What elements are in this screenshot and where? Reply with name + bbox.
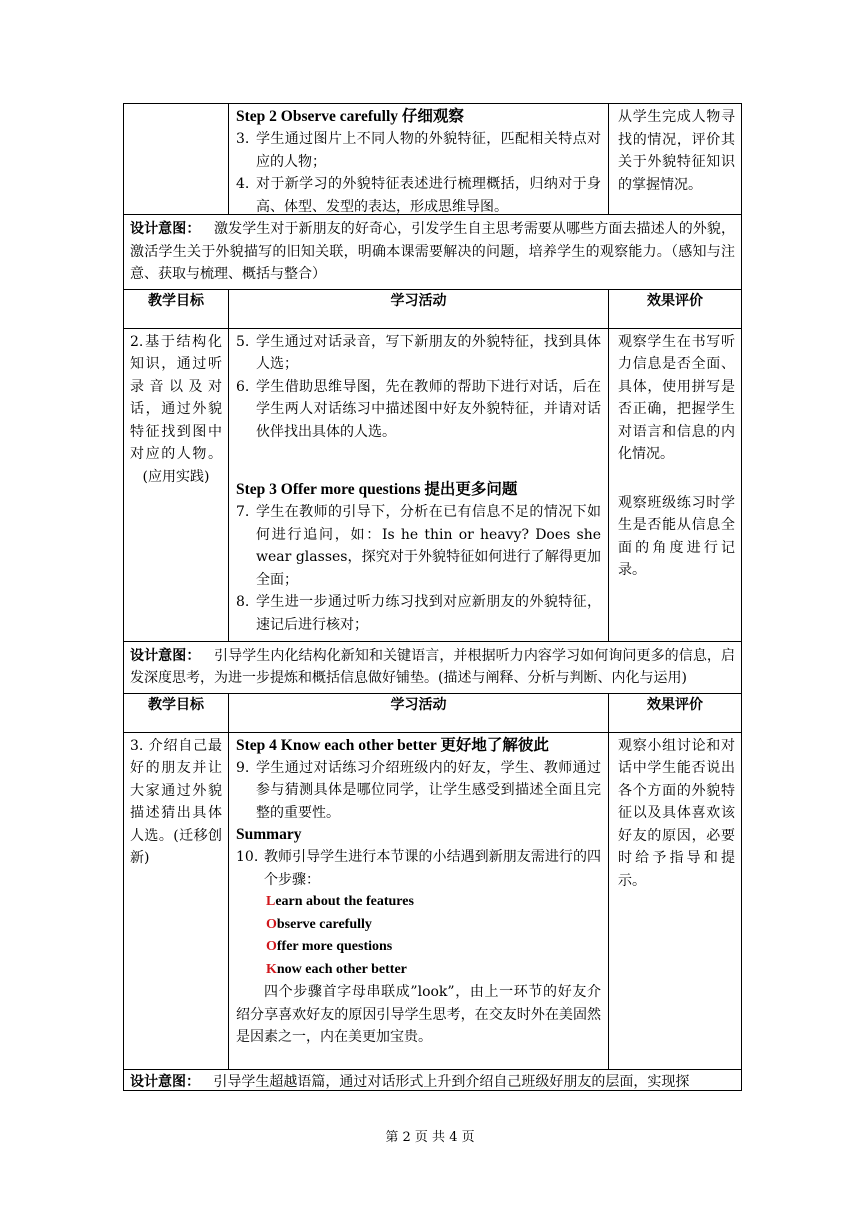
evaluation-cell bbox=[609, 104, 742, 215]
list-item: 4. 对于新学习的外貌特征表述进行梳理概括，归纳对于身高、体型、发型的表达，形成思维导图。 bbox=[236, 176, 601, 215]
activity-cell bbox=[229, 732, 609, 1069]
summary-title: Summary bbox=[236, 826, 302, 843]
table-header-row bbox=[124, 289, 742, 328]
header-evaluation: 效果评价 bbox=[609, 693, 742, 732]
closing-paragraph: 四个步骤首字母串联成”look”，由上一环节的好友介绍分享喜欢好友的原因引导学生思考，在交友时外在美固然是因素之一，内在美更加宝贵。 bbox=[236, 984, 601, 1045]
table-row bbox=[124, 328, 742, 641]
design-intent-text: 激发学生对于新朋友的好奇心，引发学生自主思考需要从哪些方面去描述人的外貌，激活学生关于外貌描写的旧知关联，明确本课需要解决的问题，培养学生的观察能力。（感知与注意、获取与梳理、概括与整合） bbox=[130, 221, 736, 282]
activity-cell bbox=[229, 328, 609, 641]
header-activity: 学习活动 bbox=[229, 289, 609, 328]
list-item: 9. 学生通过对话练习介绍班级内的好友，学生、教师通过参与猜测具体是哪位同学，让学生感受到描述全面且完整的重要性。 bbox=[236, 759, 601, 821]
design-intent-row bbox=[124, 1069, 742, 1090]
design-intent-label: 设计意图： bbox=[130, 1073, 200, 1090]
goal-cell bbox=[124, 732, 229, 1069]
table-row bbox=[124, 104, 742, 215]
acrostic-line: Know each other better bbox=[266, 961, 407, 977]
design-intent-row bbox=[124, 641, 742, 693]
list-item: 3. 学生通过图片上不同人物的外貌特征，匹配相关特点对应的人物； bbox=[236, 131, 601, 170]
header-goal: 教学目标 bbox=[124, 693, 229, 732]
goal-text: 2.基于结构化知识，通过听录音以及对话，通过外貌特征找到图中对应的人物。(应用实践) bbox=[130, 333, 222, 485]
activity-cell bbox=[229, 104, 609, 215]
acrostic-line: Learn about the features bbox=[266, 894, 414, 909]
design-intent-cell bbox=[124, 215, 742, 290]
header-evaluation: 效果评价 bbox=[609, 289, 742, 328]
lesson-plan-table bbox=[123, 103, 742, 1091]
table-header-row bbox=[124, 693, 742, 732]
step3-title: Step 3 Offer more questions 提出更多问题 bbox=[236, 481, 518, 498]
list-item: 7. 学生在教师的引导下，分析在已有信息不足的情况下如何进行追问，如：Is he thin or heavy? Does she wear glasses，探究对于外貌特征如何进行了解得更加全面； bbox=[236, 504, 601, 588]
evaluation-text: 观察学生在书写听力信息是否全面、具体，使用拼写是否正确，把握学生对语言和信息的内化情况。 bbox=[618, 333, 735, 462]
design-intent-cell bbox=[124, 641, 742, 693]
evaluation-text: 观察小组讨论和对话中学生能否说出各个方面的外貌特征以及具体喜欢该好友的原因，必要时给予指导和提示。 bbox=[618, 737, 735, 889]
page-footer: 第 2 页 共 4 页 bbox=[385, 1130, 475, 1145]
step4-title: Step 4 Know each other better 更好地了解彼此 bbox=[236, 736, 549, 754]
goal-cell bbox=[124, 328, 229, 641]
design-intent-text: 引导学生超越语篇，通过对话形式上升到介绍自己班级好朋友的层面，实现探 bbox=[213, 1073, 690, 1090]
goal-cell-empty bbox=[124, 104, 229, 215]
list-item: 6. 学生借助思维导图，先在教师的帮助下进行对话，后在学生两人对话练习中描述图中好友外貌特征，并请对话伙伴找出具体的人选。 bbox=[236, 378, 601, 440]
evaluation-cell bbox=[609, 732, 742, 1069]
list-item: 5. 学生通过对话录音，写下新朋友的外貌特征，找到具体人选； bbox=[236, 333, 601, 372]
step2-title: Step 2 Observe carefully 仔细观察 bbox=[236, 108, 464, 125]
design-intent-label: 设计意图： bbox=[130, 647, 201, 664]
design-intent-text: 引导学生内化结构化新知和关键语言，并根据听力内容学习如何询问更多的信息，启发深度思考，为进一步提炼和概括信息做好铺垫。(描述与阐释、分析与判断、内化与运用) bbox=[130, 647, 736, 686]
acrostic-line: Offer more questions bbox=[266, 939, 393, 954]
table-row bbox=[124, 732, 742, 1069]
header-activity: 学习活动 bbox=[229, 693, 609, 732]
design-intent-row bbox=[124, 215, 742, 290]
evaluation-cell bbox=[609, 328, 742, 641]
acrostic-line: Observe carefully bbox=[266, 916, 372, 932]
design-intent-label: 设计意图： bbox=[130, 221, 201, 237]
list-item: 10. 教师引导学生进行本节课的小结遇到新朋友需进行的四个步骤： bbox=[236, 849, 601, 888]
goal-text: 3. 介绍自己最好的朋友并让大家通过外貌描述猜出具体人选。(迁移创新) bbox=[130, 737, 222, 866]
list-item: 8. 学生进一步通过听力练习找到对应新朋友的外貌特征，速记后进行核对； bbox=[236, 594, 601, 633]
evaluation-text: 从学生完成人物寻找的情况，评价其关于外貌特征知识的掌握情况。 bbox=[618, 109, 735, 193]
design-intent-cell bbox=[124, 1069, 742, 1090]
header-goal: 教学目标 bbox=[124, 289, 229, 328]
evaluation-text: 观察班级练习时学生是否能从信息全面的角度进行记录。 bbox=[618, 494, 735, 578]
